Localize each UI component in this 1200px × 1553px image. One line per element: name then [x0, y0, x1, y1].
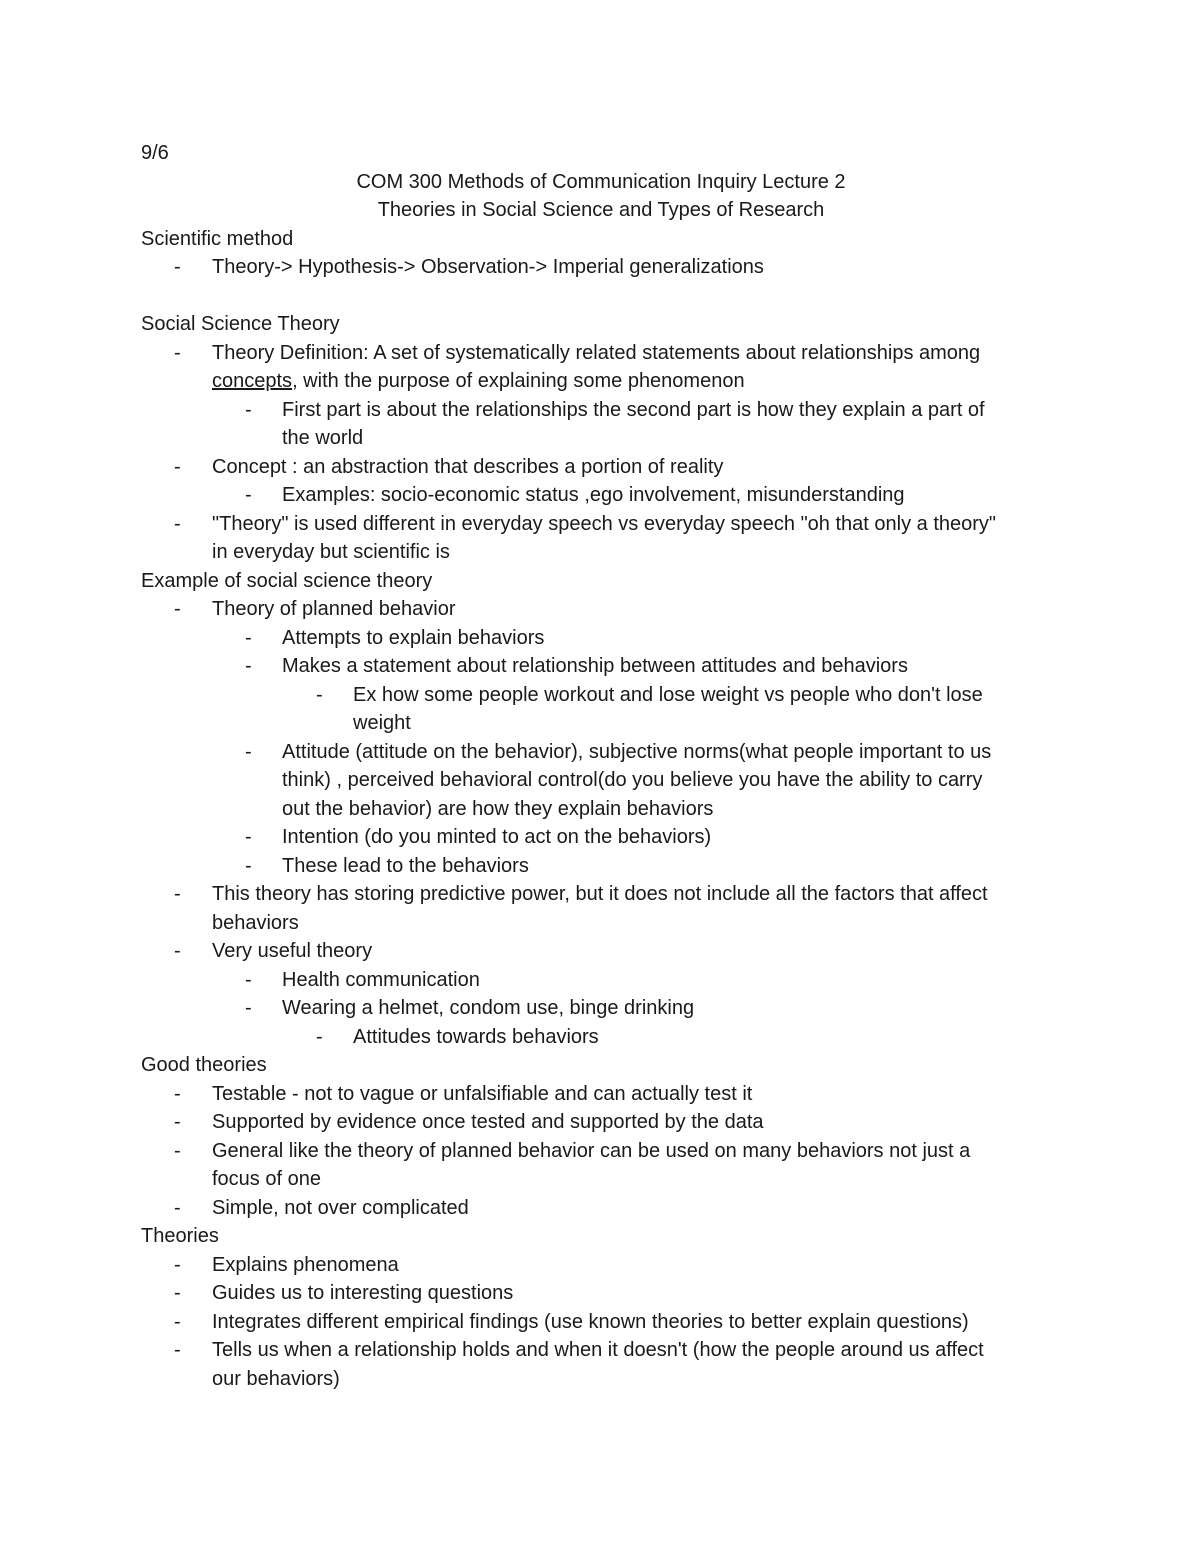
list-item: - Tells us when a relationship holds and when it doesn't (how the people around us affect [141, 1336, 1081, 1365]
bullet-dash: - [245, 626, 252, 649]
list-item-continuation: think) , perceived behavioral control(do you believe you have the ability to carry [282, 769, 983, 791]
list-item: - Concept : an abstraction that describes a portion of reality [141, 453, 1081, 482]
document-title: COM 300 Methods of Communication Inquiry Lecture 2 [356, 170, 846, 193]
list-item: - First part is about the relationships the second part is how they explain a part of [141, 396, 1081, 425]
list-item: - Simple, not over complicated [141, 1194, 1081, 1223]
list-item: - Wearing a helmet, condom use, binge drinking [141, 994, 1081, 1023]
bullet-dash: - [174, 883, 181, 905]
bullet-dash: - [316, 1025, 323, 1048]
bullet-dash: - [245, 854, 252, 877]
list-item-continuation: behaviors [212, 911, 299, 934]
bullet-dash: - [245, 484, 252, 506]
list-item: - Health communication [141, 966, 1081, 995]
bullet-dash: - [174, 341, 181, 364]
list-item: - Testable - not to vague or unfalsifiable and can actually test it [141, 1080, 1081, 1109]
list-item: - Examples: socio-economic status ,ego involvement, misunderstanding [141, 481, 1081, 510]
bullet-dash: - [174, 1196, 181, 1219]
document-subtitle: Theories in Social Science and Types of Research [377, 199, 825, 221]
list-item-continuation: in everyday but scientific is [212, 541, 450, 563]
bullet-dash: - [174, 1082, 181, 1105]
bullet-dash: - [174, 1111, 181, 1133]
list-item: - Theory of planned behavior [141, 595, 1081, 624]
bullet-dash: - [245, 968, 252, 991]
section-heading-example-theory: Example of social science theory [141, 569, 433, 592]
list-item: - "Theory" is used different in everyday speech vs everyday speech "oh that only a theory" [141, 510, 1081, 539]
bullet-dash: - [174, 512, 181, 535]
list-item-continuation: out the behavior) are how they explain behaviors [282, 797, 714, 820]
bullet-dash: - [174, 1339, 181, 1361]
list-item-continuation: the world [282, 427, 364, 449]
list-item: - This theory has storing predictive power, but it does not include all the factors that affect [141, 880, 1081, 909]
section-heading-theories: Theories [141, 1225, 219, 1247]
bullet-dash: - [316, 683, 323, 706]
bullet-dash: - [174, 256, 181, 278]
bullet-dash: - [245, 655, 252, 677]
list-item: - Integrates different empirical findings (use known theories to better explain questions) [141, 1308, 1081, 1337]
section-heading-good-theories: Good theories [141, 1054, 267, 1076]
list-item: - Intention (do you minted to act on the behaviors) [141, 823, 1081, 852]
bullet-dash: - [174, 1253, 181, 1276]
list-item: - Ex how some people workout and lose weight vs people who don't lose [141, 681, 1081, 710]
bullet-dash: - [245, 826, 252, 848]
list-item: - Theory-> Hypothesis-> Observation-> Imperial generalizations [141, 253, 1081, 282]
list-item-continuation: our behaviors) [212, 1367, 340, 1390]
bullet-dash: - [174, 1310, 181, 1333]
list-item: - Attitude (attitude on the behavior), subjective norms(what people important to us [141, 738, 1081, 767]
section-heading-scientific-method: Scientific method [141, 227, 294, 250]
list-item: - Explains phenomena [141, 1251, 1081, 1280]
bullet-dash: - [174, 1139, 181, 1162]
list-item: - Attempts to explain behaviors [141, 624, 1081, 653]
bullet-dash: - [245, 740, 252, 763]
list-item: - Very useful theory [141, 937, 1081, 966]
bullet-dash: - [174, 598, 181, 620]
lecture-date: 9/6 [141, 142, 169, 164]
bullet-dash: - [245, 997, 252, 1019]
list-item: - These lead to the behaviors [141, 852, 1081, 881]
bullet-dash: - [245, 398, 252, 421]
list-item: - Attitudes towards behaviors [141, 1023, 1081, 1052]
list-item: - Guides us to interesting questions [141, 1279, 1081, 1308]
bullet-dash: - [174, 455, 181, 478]
concepts-link[interactable]: concepts [212, 370, 293, 392]
list-item: - Supported by evidence once tested and supported by the data [141, 1108, 1081, 1137]
list-item: - Theory Definition: A set of systematically related statements about relationships among [141, 339, 1081, 368]
blank-line [141, 282, 1081, 311]
list-item-continuation: focus of one [212, 1168, 321, 1190]
list-item-continuation: concepts, with the purpose of explaining some phenomenon [212, 370, 745, 392]
bullet-dash: - [174, 940, 181, 962]
document-body [141, 139, 1081, 1393]
section-heading-social-science-theory: Social Science Theory [141, 313, 340, 335]
list-item: - Makes a statement about relationship between attitudes and behaviors [141, 652, 1081, 681]
list-item: - General like the theory of planned behavior can be used on many behaviors not just a [141, 1137, 1081, 1166]
list-item-continuation: weight [353, 712, 411, 734]
bullet-dash: - [174, 1282, 181, 1304]
